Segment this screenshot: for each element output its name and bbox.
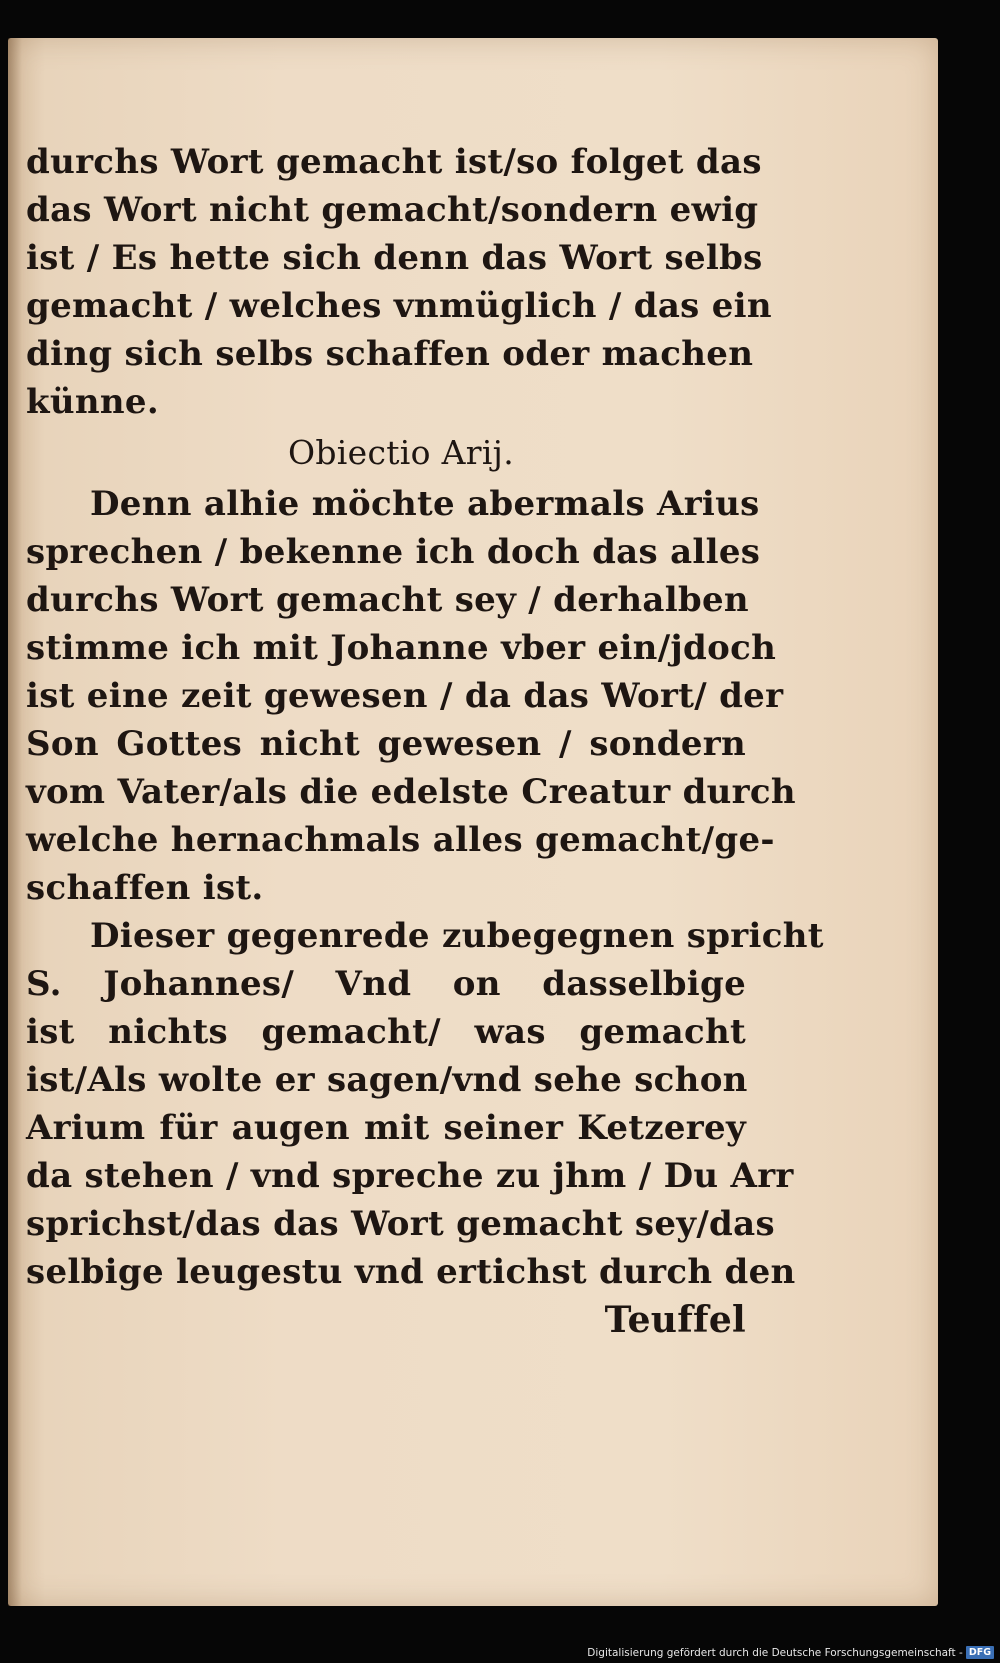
text-line: durchs Wort gemacht sey / derhalben	[26, 580, 749, 620]
text-line: Denn alhie möchte abermals Arius	[90, 484, 760, 524]
digitization-footer	[587, 1646, 994, 1659]
text-line: welche hernachmals alles gemacht/ge-	[26, 820, 775, 860]
text-line: sprichst/das das Wort gemacht sey/das	[26, 1204, 775, 1244]
text-line: da stehen / vnd spreche zu jhm / Du Arr	[26, 1156, 794, 1196]
dfg-logo: DFG	[966, 1646, 994, 1659]
text-line: selbige leugestu vnd ertichst durch den	[26, 1252, 796, 1292]
text-line: ist eine zeit gewesen / da das Wort/ der	[26, 676, 784, 716]
text-line: ding sich selbs schaffen oder machen	[26, 334, 754, 374]
footer-credit: Digitalisierung gefördert durch die Deutsche Forschungsgemeinschaft -	[587, 1646, 963, 1659]
text-line: gemacht / welches vnmüglich / das ein	[26, 286, 772, 326]
text-line: ist nichts gemacht/ was gemacht	[26, 1012, 746, 1052]
text-line: das Wort nicht gemacht/sondern ewig	[26, 190, 759, 230]
text-line: Arium für augen mit seiner Ketzerey	[26, 1108, 746, 1148]
text-line: ist/Als wolte er sagen/vnd sehe schon	[26, 1060, 748, 1100]
page-text-block	[26, 138, 824, 1344]
catchword: Teuffel	[604, 1299, 746, 1341]
text-line: S. Johannes/ Vnd on dasselbige	[26, 964, 746, 1004]
page-gutter-shadow	[8, 38, 22, 1606]
text-line: künne.	[26, 382, 159, 422]
text-line: Son Gottes nicht gewesen / sondern	[26, 724, 746, 764]
text-line: vom Vater/als die edelste Creatur durch	[26, 772, 796, 812]
text-line: schaffen ist.	[26, 868, 264, 908]
text-line: durchs Wort gemacht ist/so folget das	[26, 142, 762, 182]
book-page	[8, 38, 938, 1606]
text-line: sprechen / bekenne ich doch das alles	[26, 532, 761, 572]
text-line: stimme ich mit Johanne vber ein/jdoch	[26, 628, 777, 668]
text-line: ist / Es hette sich denn das Wort selbs	[26, 238, 763, 278]
text-line: Dieser gegenrede zubegegnen spricht	[90, 916, 824, 956]
section-heading: Obiectio Arij.	[288, 433, 514, 472]
